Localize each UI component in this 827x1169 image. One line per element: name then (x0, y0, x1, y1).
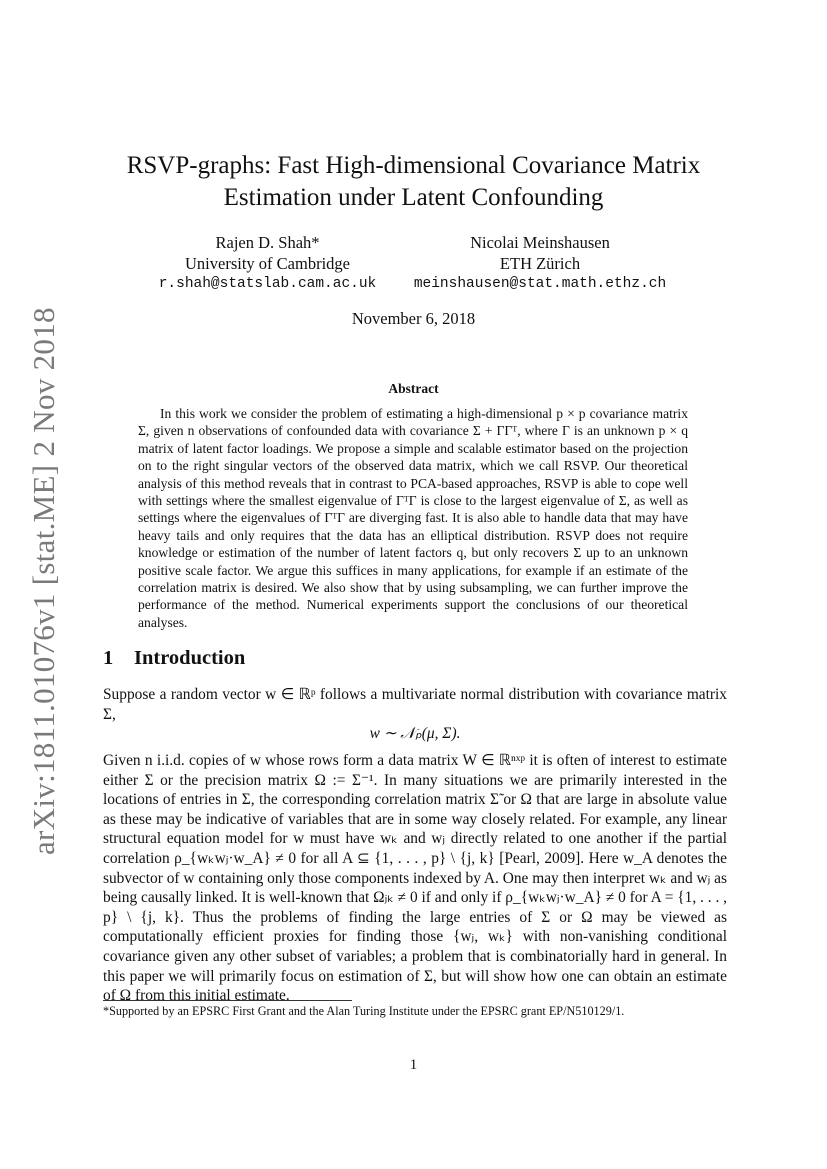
abstract-heading: Abstract (388, 381, 439, 396)
author-name: Rajen D. Shah* (215, 233, 320, 252)
author-name: Nicolai Meinshausen (470, 233, 610, 252)
author-affiliation: ETH Zürich (499, 254, 581, 273)
section-title: Introduction (134, 647, 246, 669)
intro-paragraph-2: Given n i.i.d. copies of w whose rows form a data matrix W ∈ ℝⁿˣᵖ it is often of interest to estimate either Σ or the precision matrix Ω := Σ⁻¹. In many situations we are primarily interested in the locations of entries in Σ, the corresponding correlation matrix Σ̃ or Ω that are large in absolute value as these may be indicative of variables that are in some way closely related. For example, any linear structural equation model for w must have wₖ and wⱼ directly related to one another if the partial correlation ρ_{wₖwⱼ·w_A} ≠ 0 for all A ⊆ {1, . . . , p} \ {j, k} [Pearl, 2009]. Here w_A denotes the subvector of w containing only those components indexed by A. One may then interpret wₖ and wⱼ as being causally linked. It is well-known that Ωⱼₖ ≠ 0 if and only if ρ_{wₖwⱼ·w_A} ≠ 0 for A = {1, . . . , p} \ {j, k}. Thus the problems of finding the large entries of Σ or Ω may be viewed as computationally efficient proxies for finding those {wⱼ, wₖ} with non-vanishing conditional covariance given any other subset of variables; a problem that is combinatorially hard in general. In this paper we will primarily focus on estimation of Σ, but will show how one can obtain an estimate of Ω from this initial estimate. (103, 752, 727, 1005)
author-block-1 (150, 232, 385, 295)
display-equation: w ∼ 𝒩ₚ(μ, Σ). (369, 725, 461, 742)
footnote-rule (103, 1000, 352, 1001)
author-block-2 (405, 232, 675, 295)
author-email[interactable]: r.shah@statslab.cam.ac.uk (158, 276, 377, 292)
paper-title: RSVP-graphs: Fast High-dimensional Covariance Matrix Estimation under Latent Confounding (126, 152, 701, 211)
author-affiliation: University of Cambridge (185, 254, 350, 273)
section-heading-introduction (103, 647, 245, 670)
intro-paragraph-1: Suppose a random vector w ∈ ℝᵖ follows a multivariate normal distribution with covariance matrix Σ, (103, 686, 727, 723)
arxiv-identifier-stamp: arXiv:1811.01076v1 [stat.ME] 2 Nov 2018 (26, 307, 61, 855)
author-email[interactable]: meinshausen@stat.math.ethz.ch (413, 276, 667, 292)
page-number: 1 (409, 1057, 418, 1073)
abstract-text: In this work we consider the problem of estimating a high-dimensional p × p covariance matrix Σ, given n observations of confounded data with covariance Σ + ΓΓᵀ, where Γ is an unknown p × q matrix of latent factor loadings. We propose a simple and scalable estimator based on the projection on to the right singular vectors of the observed data matrix, which we call RSVP. Our theoretical analysis of this method reveals that in contrast to PCA-based approaches, RSVP is able to cope well with settings where the smallest eigenvalue of ΓᵀΓ is close to the largest eigenvalue of Σ, as well as settings where the eigenvalues of ΓᵀΓ are diverging fast. It is also able to handle data that may have heavy tails and only requires that the data has an elliptical distribution. RSVP does not require knowledge or estimation of the number of latent factors q, but only recovers Σ up to an unknown positive scale factor. We argue this suffices in many applications, for example if an estimate of the correlation matrix is desired. We also show that by using subsampling, we can further improve the performance of the method. Numerical experiments support the conclusions of our theoretical analyses. (138, 406, 688, 630)
paper-date: November 6, 2018 (351, 309, 476, 328)
footnote: *Supported by an EPSRC First Grant and the Alan Turing Institute under the EPSRC grant EP/N510129/1. (103, 1004, 625, 1018)
section-number: 1 (103, 647, 114, 669)
